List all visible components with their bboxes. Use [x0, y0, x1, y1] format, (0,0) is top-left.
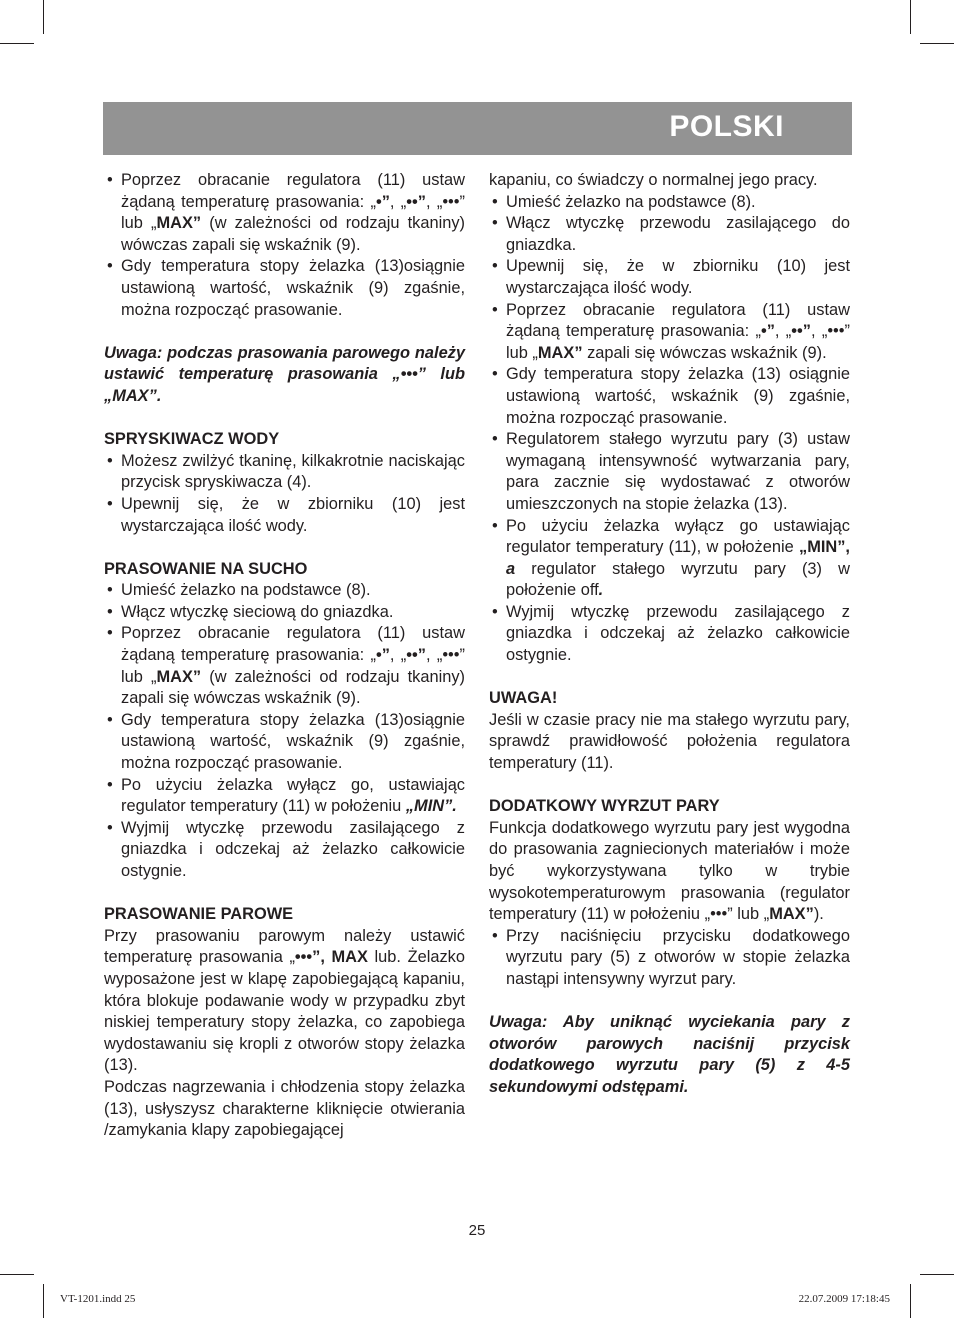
- list-item: • Po użyciu żelazka wyłącz go, ustawiając regulator temperatury (11) w położeniu „MIN”.: [104, 775, 465, 818]
- list-item: • Umieść żelazko na podstawce (8).: [489, 192, 850, 214]
- paragraph: Przy prasowaniu parowym należy ustawić temperaturę prasowania „•••”, MAX lub. Żelazko wyposażone jest w klapę zapobiegającą kapaniu, która blokuje podawanie wody w przypadku zbyt niskiej temperatury stopy żelazka, co zapobiega wydostawaniu się kropli z otworów stopy żelazka (13).: [104, 926, 465, 1075]
- list-item: • Umieść żelazko na podstawce (8).: [104, 580, 465, 602]
- warning-note: Uwaga: Aby uniknąć wyciekania pary z otworów parowych naciśnij przycisk dodatkowego wyrzutu pary (5) z 4-5 sekundowymi odstępami.: [489, 1013, 850, 1096]
- crop-mark: [43, 1284, 44, 1318]
- page-title: POLSKI: [669, 110, 784, 143]
- extra-steam-list: [489, 926, 850, 991]
- list-item: • Upewnij się, że w zbiorniku (10) jest wystarczająca ilość wody.: [104, 494, 465, 537]
- right-column: [489, 170, 850, 1099]
- crop-mark: [0, 43, 34, 44]
- list-item: • Przy naciśnięciu przycisku dodatkowego wyrzutu pary (5) z otworów w stopie żelazka nastąpi intensywny wyrzut pary.: [489, 926, 850, 991]
- section-heading: DODATKOWY WYRZUT PARY: [489, 797, 720, 816]
- crop-mark: [43, 0, 44, 34]
- list-item: • Regulatorem stałego wyrzutu pary (3) ustaw wymaganą intensywność wytwarzania pary, para zacznie się wydostawać z otworów umieszczonych na stopie żelazka (13).: [489, 429, 850, 515]
- list-item: • Włącz wtyczkę przewodu zasilającego do gniazdka.: [489, 213, 850, 256]
- section-heading: SPRYSKIWACZ WODY: [104, 430, 280, 449]
- list-item: • Po użyciu żelazka wyłącz go ustawiając regulator temperatury (11), w położenie „MIN”, a regulator stałego wyrzutu pary (3) w położenie off.: [489, 516, 850, 602]
- list-item: • Włącz wtyczkę sieciową do gniazdka.: [104, 602, 465, 624]
- paragraph: Jeśli w czasie pracy nie ma stałego wyrzutu pary, sprawdź prawidłowość położenia regulatora temperatury (11).: [489, 710, 850, 773]
- crop-mark: [910, 1284, 911, 1318]
- list-item: • Wyjmij wtyczkę przewodu zasilającego z gniazdka i odczekaj aż żelazko całkowicie ostygnie.: [104, 818, 465, 883]
- crop-mark: [910, 0, 911, 34]
- crop-mark: [920, 1274, 954, 1275]
- steam-ironing-list: [489, 192, 850, 667]
- paragraph: kapaniu, co świadczy o normalnej jego pracy.: [489, 171, 818, 189]
- list-item: • Gdy temperatura stopy żelazka (13) osiągnie ustawioną wartość, wskaźnik (9) zgaśnie, można rozpocząć prasowanie.: [489, 364, 850, 429]
- crop-mark: [0, 1274, 34, 1275]
- intro-list: [104, 170, 465, 321]
- list-item: • Poprzez obracanie regulatora (11) ustaw żądaną temperaturę prasowania: „•”, „••”, „•••” lub „MAX” (w zależności od rodzaju tkaniny) zapali się wówczas wskaźnik (9).: [104, 623, 465, 709]
- footer-datetime: 22.07.2009 17:18:45: [798, 1293, 890, 1305]
- spray-list: [104, 451, 465, 537]
- list-item: • Gdy temperatura stopy żelazka (13)osiągnie ustawioną wartość, wskaźnik (9) zgaśnie, można rozpocząć prasowanie.: [104, 710, 465, 775]
- list-item: • Poprzez obracanie regulatora (11) ustaw żądaną temperaturę prasowania: „•”, „••”, „•••” lub „MAX” (w zależności od rodzaju tkaniny) wówczas zapali się wskaźnik (9).: [104, 170, 465, 256]
- list-item: • Upewnij się, że w zbiorniku (10) jest wystarczająca ilość wody.: [489, 256, 850, 299]
- paragraph: Podczas nagrzewania i chłodzenia stopy żelazka (13), usłyszysz charakterne kliknięcie otwierania /zamykania klapy zapobiegającej: [104, 1077, 465, 1140]
- paragraph: Funkcja dodatkowego wyrzutu pary jest wygodna do prasowania zagniecionych materiałów i może być wykorzystywana tylko w trybie wysokotemperaturowym prasowania (regulator temperatury (11) w położeniu „•••” lub „MAX”).: [489, 818, 850, 924]
- page-number: 25: [468, 1222, 486, 1239]
- list-item: • Poprzez obracanie regulatora (11) ustaw żądaną temperaturę prasowania: „•”, „••”, „•••” lub „MAX” zapali się wówczas wskaźnik (9).: [489, 300, 850, 365]
- list-item: • Wyjmij wtyczkę przewodu zasilającego z gniazdka i odczekaj aż żelazko całkowicie ostygnie.: [489, 602, 850, 667]
- dry-ironing-list: [104, 580, 465, 882]
- crop-mark: [920, 43, 954, 44]
- section-heading: UWAGA!: [489, 689, 558, 708]
- language-header-bar: [103, 102, 852, 155]
- section-heading: PRASOWANIE PAROWE: [104, 905, 294, 924]
- list-item: • Gdy temperatura stopy żelazka (13)osiągnie ustawioną wartość, wskaźnik (9) zgaśnie, można rozpocząć prasowanie.: [104, 256, 465, 321]
- list-item: • Możesz zwilżyć tkaninę, kilkakrotnie naciskając przycisk spryskiwacza (4).: [104, 451, 465, 494]
- warning-note: Uwaga: podczas prasowania parowego należy ustawić temperaturę prasowania „•••” lub „MAX”.: [104, 343, 465, 405]
- section-heading: PRASOWANIE NA SUCHO: [104, 559, 308, 578]
- footer-file-info: VT-1201.indd 25: [60, 1293, 136, 1305]
- left-column: [104, 170, 465, 1142]
